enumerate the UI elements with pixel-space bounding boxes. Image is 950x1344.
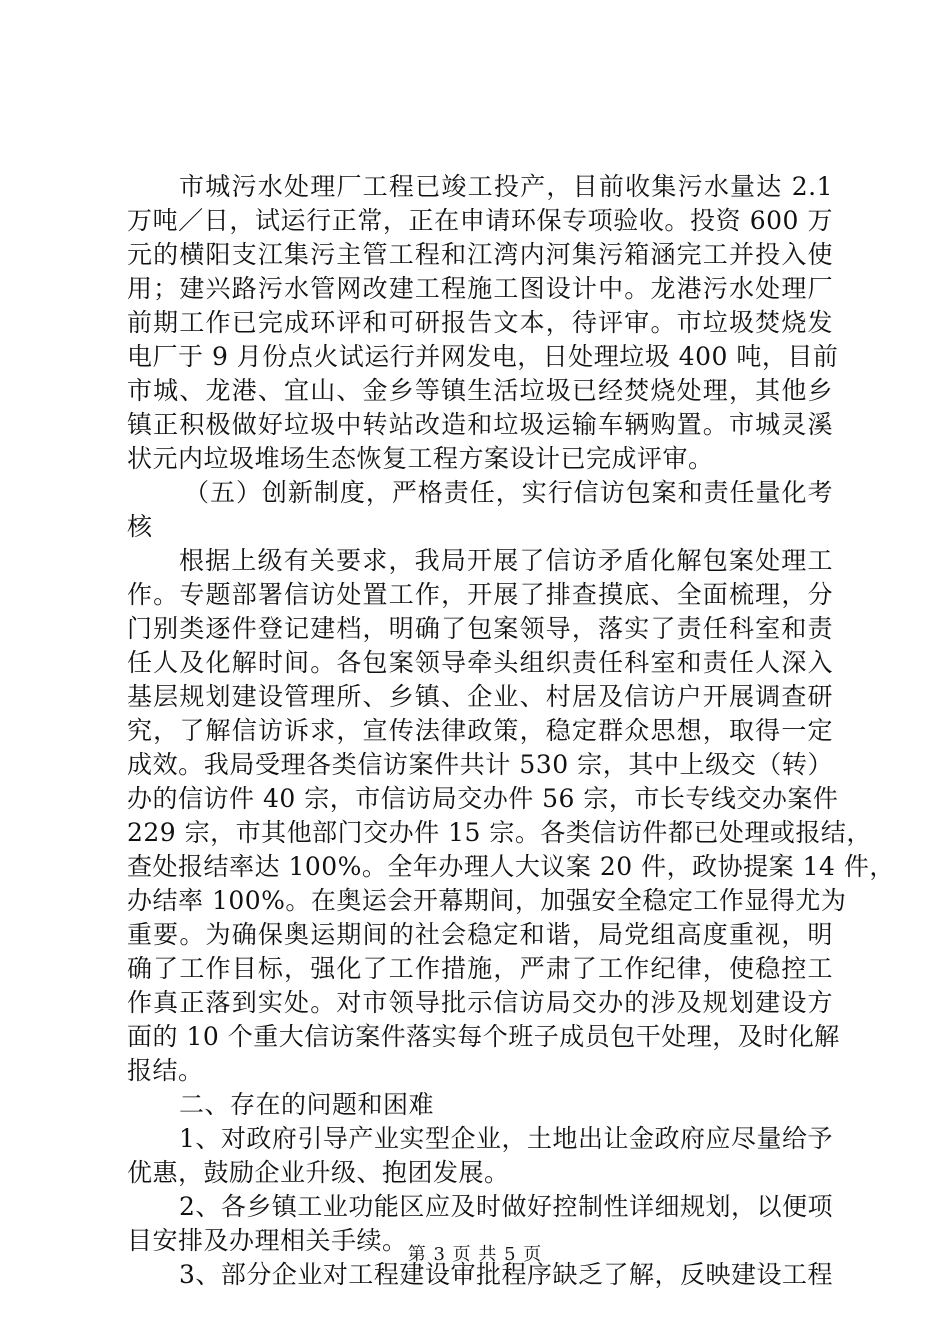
- section-heading: （五）创新制度，严格责任，实行信访包案和责任量化考: [184, 478, 833, 507]
- list-item-line: 目安排及办理相关手续。: [127, 1226, 408, 1255]
- paragraph-line: 万吨／日，试运行正常，正在申请环保专项验收。投资 600 万: [127, 206, 833, 235]
- paragraph-line: 确了工作目标，强化了工作措施，严肃了工作纪律，使稳控工: [127, 954, 833, 983]
- paragraph-line: 用；建兴路污水管网改建工程施工图设计中。龙港污水处理厂: [127, 274, 833, 303]
- paragraph-line: 办结率 100%。在奥运会开幕期间，加强安全稳定工作显得尤为: [127, 886, 847, 915]
- paragraph-line: 作真正落到实处。对市领导批示信访局交办的涉及规划建设方: [127, 988, 833, 1017]
- paragraph-line: 市城、龙港、宜山、金乡等镇生活垃圾已经焚烧处理，其他乡: [127, 376, 833, 405]
- paragraph-line: 任人及化解时间。各包案领导牵头组织责任科室和责任人深入: [127, 648, 833, 677]
- paragraph-line: 报结。: [127, 1056, 204, 1085]
- list-item-line: 1、对政府引导产业实型企业，土地出让金政府应尽量给予: [179, 1124, 833, 1153]
- paragraph-line: 究，了解信访诉求，宣传法律政策，稳定群众思想，取得一定: [127, 716, 833, 745]
- paragraph-line: 市城污水处理厂工程已竣工投产，目前收集污水量达 2.1: [179, 172, 833, 201]
- page-number: 第 3 页 共 5 页: [407, 1244, 543, 1265]
- paragraph-line: 重要。为确保奥运期间的社会稳定和谐，局党组高度重视，明: [127, 920, 833, 949]
- paragraph-line: 229 宗，市其他部门交办件 15 宗。各类信访件都已处理或报结，: [127, 818, 872, 847]
- paragraph-line: 电厂于 9 月份点火试运行并网发电，日处理垃圾 400 吨，目前: [127, 342, 839, 371]
- paragraph-line: 办的信访件 40 宗，市信访局交办件 56 宗，市长专线交办案件: [127, 784, 839, 813]
- paragraph-line: 根据上级有关要求，我局开展了信访矛盾化解包案处理工: [179, 546, 833, 575]
- section-heading: 二、存在的问题和困难: [179, 1090, 435, 1119]
- list-item-line: 2、各乡镇工业功能区应及时做好控制性详细规划，以便项: [179, 1192, 833, 1221]
- paragraph-line: 元的横阳支江集污主管工程和江湾内河集污箱涵完工并投入使: [127, 240, 833, 269]
- paragraph-line: 成效。我局受理各类信访案件共计 530 宗，其中上级交（转）: [127, 750, 833, 779]
- paragraph-line: 基层规划建设管理所、乡镇、企业、村居及信访户开展调查研: [127, 682, 833, 711]
- list-item-line: 3、部分企业对工程建设审批程序缺乏了解，反映建设工程: [179, 1260, 833, 1289]
- paragraph-line: 作。专题部署信访处置工作，开展了排查摸底、全面梳理，分: [127, 580, 833, 609]
- paragraph-line: 门别类逐件登记建档，明确了包案领导，落实了责任科室和责: [127, 614, 833, 643]
- section-heading: 核: [127, 512, 153, 541]
- paragraph-line: 镇正积极做好垃圾中转站改造和垃圾运输车辆购置。市城灵溪: [127, 410, 833, 439]
- paragraph-line: 状元内垃圾堆场生态恢复工程方案设计已完成评审。: [127, 444, 714, 473]
- page-footer: [0, 1243, 950, 1267]
- paragraph-line: 前期工作已完成环评和可研报告文本，待评审。市垃圾焚烧发: [127, 308, 833, 337]
- list-item-line: 优惠，鼓励企业升级、抱团发展。: [127, 1158, 510, 1187]
- document-body: [127, 170, 895, 1292]
- paragraph-line: 查处报结率达 100%。全年办理人大议案 20 件，政协提案 14 件，: [127, 852, 895, 881]
- paragraph-line: 面的 10 个重大信访案件落实每个班子成员包干处理，及时化解: [127, 1022, 840, 1051]
